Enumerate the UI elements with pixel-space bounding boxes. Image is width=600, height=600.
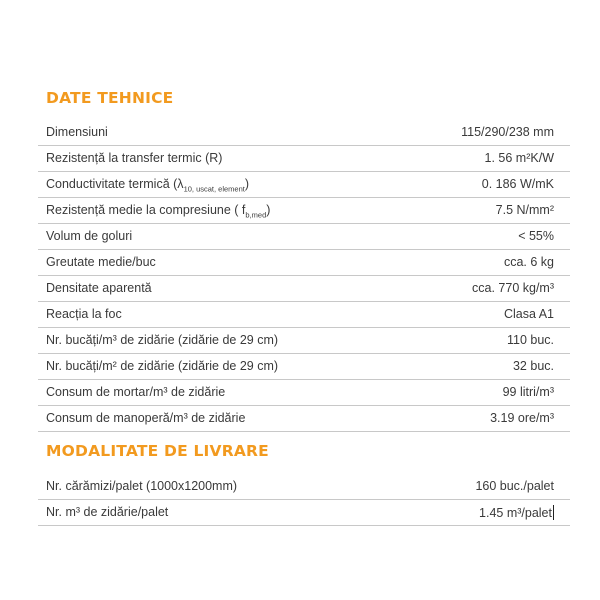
row-label: Consum de manoperă/m³ de zidărie [46, 411, 246, 425]
row-label: Nr. bucăți/m³ de zidărie (zidărie de 29 cm) [46, 333, 279, 347]
technical-data-table [38, 120, 570, 432]
row-label: Greutate medie/buc [46, 255, 156, 269]
table-row [38, 120, 570, 146]
row-label: Volum de goluri [46, 229, 133, 243]
row-value: 7.5 N/mm² [495, 203, 554, 217]
row-value: cca. 770 kg/m³ [472, 281, 554, 295]
table-row [38, 302, 570, 328]
table-row [38, 146, 570, 172]
table-row [38, 354, 570, 380]
delivery-title: MODALITATE DE LIVRARE [46, 442, 269, 460]
technical-data-title: DATE TEHNICE [46, 89, 174, 107]
row-label: Dimensiuni [46, 125, 108, 139]
row-value: 115/290/238 mm [461, 125, 554, 139]
row-value: 32 buc. [512, 359, 554, 373]
table-row [38, 406, 570, 432]
row-label: Nr. cărămizi/palet (1000x1200mm) [46, 479, 238, 493]
table-row [38, 276, 570, 302]
row-label: Densitate aparentă [46, 281, 152, 295]
row-label: Rezistență la transfer termic (R) [46, 151, 223, 165]
row-label: Reacția la foc [46, 307, 122, 321]
row-label: Nr. m³ de zidărie/palet [46, 505, 169, 519]
row-value: 3.19 ore/m³ [490, 411, 554, 425]
row-value: 0. 186 W/mK [481, 177, 554, 191]
delivery-table [38, 474, 570, 526]
text-cursor [553, 505, 554, 520]
row-value: 1. 56 m²K/W [484, 151, 554, 165]
row-value: 110 buc. [506, 333, 554, 347]
table-row [38, 250, 570, 276]
row-value: cca. 6 kg [503, 255, 554, 269]
row-value: 99 litri/m³ [502, 385, 554, 399]
row-label: Consum de mortar/m³ de zidărie [46, 385, 226, 399]
row-value: 160 buc./palet [475, 479, 554, 493]
row-label: Rezistență medie la compresiune ( $f_{b,med}$) [46, 203, 271, 220]
table-row[interactable] [38, 500, 570, 526]
table-row [38, 474, 570, 500]
table-row [38, 328, 570, 354]
table-row [38, 224, 570, 250]
row-value[interactable]: 1.45 m³/palet [479, 506, 552, 520]
row-label: Nr. bucăți/m² de zidărie (zidărie de 29 cm) [46, 359, 279, 373]
row-value: < 55% [518, 229, 554, 243]
table-row [38, 380, 570, 406]
table-row [38, 172, 570, 198]
row-label: Conductivitate termică $(\lambda_{10, uscat, element})$ [46, 177, 250, 194]
row-value: Clasa A1 [503, 307, 554, 321]
table-row [38, 198, 570, 224]
